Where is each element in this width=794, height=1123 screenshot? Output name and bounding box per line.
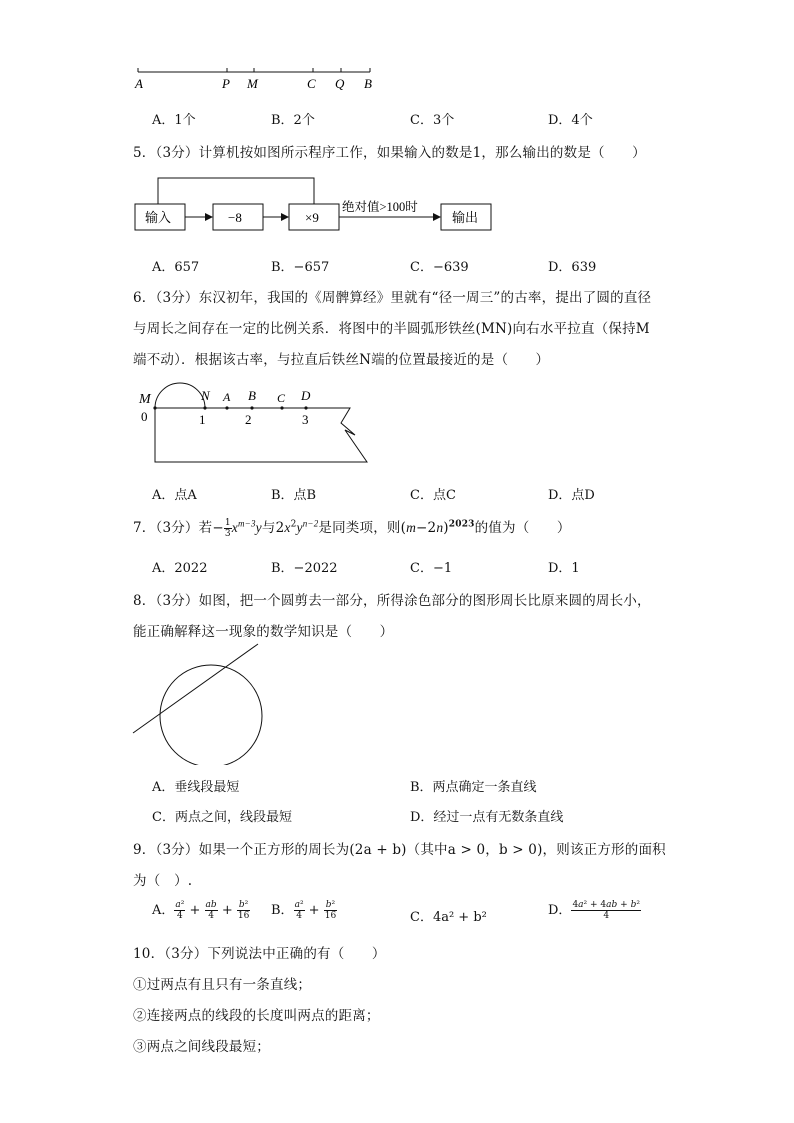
q7-suffix: 的值为（ ）: [474, 520, 571, 536]
q6-option-c[interactable]: C．点C: [410, 488, 456, 503]
q7-option-d[interactable]: D．1: [548, 561, 580, 576]
q6-option-a[interactable]: A．点A: [152, 488, 197, 503]
label-c: C: [277, 391, 286, 405]
q8-option-a[interactable]: A．垂线段最短: [152, 780, 240, 795]
point-label-p: P: [222, 76, 230, 91]
q8-option-d[interactable]: D．经过一点有无数条直线: [410, 810, 564, 825]
q9-stem-line2: 为（ ）.: [133, 873, 193, 889]
q7-option-a[interactable]: A．2022: [152, 561, 208, 576]
tick-1: 1: [199, 412, 206, 427]
q5-option-a[interactable]: A．657: [152, 260, 200, 275]
q9-option-a[interactable]: A． $\frac{\text{a²}}{4}$ + $\frac{ab}{4}$ + $\frac{\text{b²}}{16}$: [152, 900, 250, 921]
point-label-m: M: [247, 76, 258, 91]
point-label-a: A: [135, 76, 143, 91]
q10-stem: 10．（3分）下列说法中正确的有（ ）: [133, 946, 386, 962]
semicircle-diagram: [135, 378, 375, 466]
segment-diagram: [130, 62, 380, 94]
q7-option-c[interactable]: C．−1: [410, 561, 453, 576]
q4-option-b[interactable]: B．2个: [271, 113, 315, 128]
point-label-c: C: [307, 76, 316, 91]
q5-option-d[interactable]: D．639: [548, 260, 597, 275]
q7-term1: − $\frac{1}{3}$ $x^{m-3}y$: [212, 518, 262, 539]
q7-mid1: 与: [261, 520, 276, 536]
q6-stem-line2: 与周长之间存在一定的比例关系．将图中的半圆弧形铁丝(MN)向右水平拉直（保持M: [133, 321, 650, 337]
q7-option-b[interactable]: B．−2022: [271, 561, 338, 576]
q6-option-d[interactable]: D．点D: [548, 488, 595, 503]
flow-minus-box: −8: [228, 210, 242, 225]
q6-option-b[interactable]: B．点B: [271, 488, 317, 503]
q5-stem: 5．（3分）计算机按如图所示程序工作，如果输入的数是1，那么输出的数是（ ）: [133, 145, 646, 161]
flow-input-box: 输入: [145, 210, 172, 225]
label-m: M: [139, 392, 151, 407]
label-b: B: [248, 388, 256, 403]
label-a: A: [223, 390, 231, 404]
tick-2: 2: [245, 412, 252, 427]
q7-mid2: 是同类项，则: [318, 520, 401, 536]
point-label-b: B: [364, 76, 372, 91]
flow-condition-label: 绝对值>100时: [342, 200, 418, 214]
point-label-q: Q: [335, 76, 345, 91]
label-n: N: [201, 388, 210, 403]
flow-output-box: 输出: [452, 210, 479, 225]
tick-3: 3: [302, 412, 309, 427]
q7-term2: $2x^2y^{n-2}$: [275, 518, 319, 536]
q9-option-b[interactable]: B． $\frac{\text{a²}}{4}$ + $\frac{\text{b²}}{16}$: [271, 900, 337, 921]
q4-option-d[interactable]: D．4个: [548, 113, 593, 128]
q7-prefix: 7．（3分）若: [133, 520, 213, 536]
q10-item-1: ①过两点有且只有一条直线；: [133, 977, 312, 993]
q4-option-c[interactable]: C．3个: [410, 113, 455, 128]
q6-stem-line3: 端不动）．根据该古率，与拉直后铁丝N端的位置最接近的是（ ）: [133, 352, 550, 368]
q9-option-c[interactable]: C．4a² + b²: [410, 910, 487, 925]
q6-stem-line1: 6．（3分）东汉初年，我国的《周髀算经》里就有“径一周三”的古率，提出了圆的直径: [133, 290, 652, 306]
q9-stem-line1: 9．（3分）如果一个正方形的周长为(2a + b)（其中a > 0，b > 0)，则该正方形的面积: [133, 842, 666, 858]
q10-item-3: ③两点之间线段最短；: [133, 1039, 270, 1055]
q8-option-b[interactable]: B．两点确定一条直线: [410, 780, 537, 795]
q5-option-c[interactable]: C．−639: [410, 260, 469, 275]
q8-stem-line2: 能正确解释这一现象的数学知识是（ ）: [133, 624, 394, 640]
q7-stem: [133, 516, 571, 539]
q7-expression: $(m-2n)^{2023}$: [400, 519, 475, 536]
q4-option-a[interactable]: A．1个: [152, 113, 196, 128]
label-d: D: [301, 388, 311, 403]
flow-times-box: ×9: [305, 210, 319, 225]
q10-item-2: ②连接两点的线段的长度叫两点的距离；: [133, 1008, 380, 1024]
q5-option-b[interactable]: B．−657: [271, 260, 330, 275]
q9-option-d[interactable]: D． $\frac{\text{4a² + 4ab + b²}}{4}$: [548, 900, 640, 921]
q8-stem-line1: 8．（3分）如图，把一个圆剪去一部分，所得涂色部分的图形周长比原来圆的周长小，: [133, 593, 651, 609]
cut-circle-diagram: [130, 640, 290, 765]
tick-0: 0: [141, 409, 148, 424]
flowchart: [130, 170, 500, 235]
q8-option-c[interactable]: C．两点之间，线段最短: [152, 810, 292, 825]
